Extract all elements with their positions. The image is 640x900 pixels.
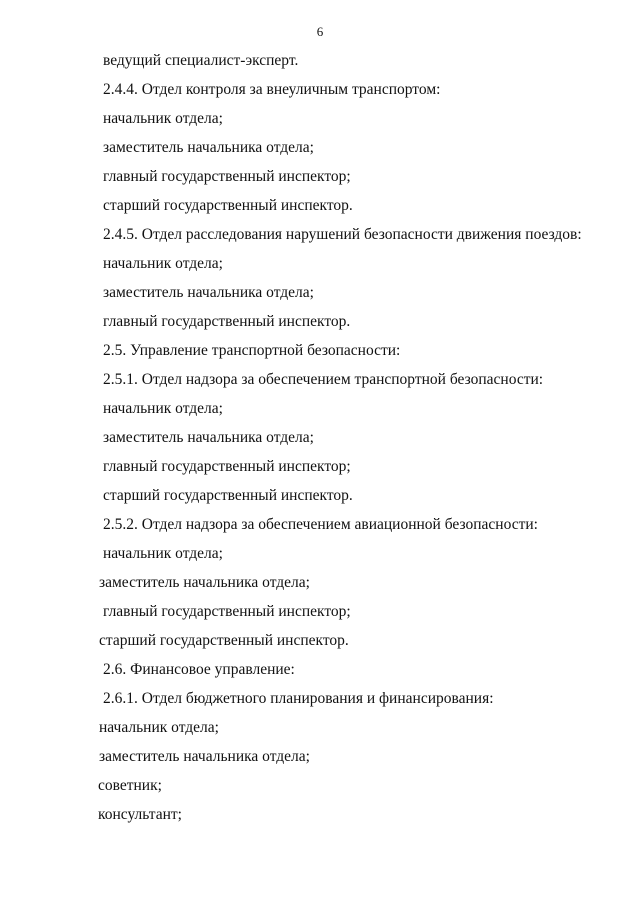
position-line: начальник отдела; [103, 545, 223, 562]
section-heading: 2.4.5. Отдел расследования нарушений безопасности движения поездов: [103, 226, 582, 243]
section-heading: 2.4.4. Отдел контроля за внеуличным транспортом: [103, 81, 441, 98]
position-line: ведущий специалист-эксперт. [103, 52, 299, 69]
position-line: начальник отдела; [103, 110, 223, 127]
position-line: старший государственный инспектор. [103, 197, 353, 214]
position-line: заместитель начальника отдела; [99, 574, 310, 591]
position-line: начальник отдела; [103, 400, 223, 417]
position-line: заместитель начальника отдела; [103, 284, 314, 301]
position-line: начальник отдела; [103, 255, 223, 272]
page-number: 6 [316, 24, 324, 39]
section-heading: 2.6. Финансовое управление: [103, 661, 295, 678]
position-line: главный государственный инспектор; [103, 603, 351, 620]
section-heading: 2.5.2. Отдел надзора за обеспечением авиационной безопасности: [103, 516, 538, 533]
position-line: заместитель начальника отдела; [99, 748, 310, 765]
position-line: советник; [98, 777, 162, 794]
position-line: заместитель начальника отдела; [103, 429, 314, 446]
section-heading: 2.5.1. Отдел надзора за обеспечением транспортной безопасности: [103, 371, 544, 388]
section-heading: 2.6.1. Отдел бюджетного планирования и финансирования: [103, 690, 494, 707]
position-line: главный государственный инспектор; [103, 168, 351, 185]
position-line: начальник отдела; [99, 719, 219, 736]
document-body [0, 46, 640, 829]
position-line: консультант; [98, 806, 182, 823]
position-line: главный государственный инспектор. [103, 313, 351, 330]
position-line: старший государственный инспектор. [103, 487, 353, 504]
position-line: заместитель начальника отдела; [103, 139, 314, 156]
position-line: старший государственный инспектор. [99, 632, 349, 649]
position-line: главный государственный инспектор; [103, 458, 351, 475]
section-heading: 2.5. Управление транспортной безопасности: [103, 342, 401, 359]
